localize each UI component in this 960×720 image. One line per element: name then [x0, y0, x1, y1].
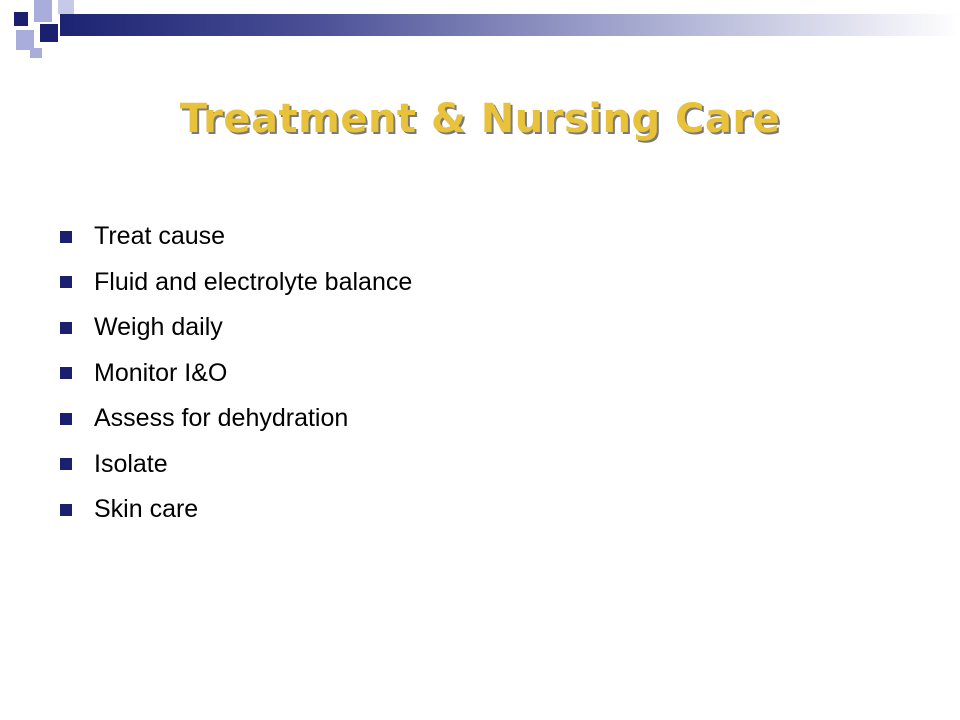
bullet-text: Skin care [94, 495, 199, 524]
list-item [60, 305, 412, 351]
square-bullet-icon [60, 322, 72, 334]
square-bullet-icon [60, 504, 72, 516]
list-item [60, 214, 412, 260]
list-item [60, 396, 412, 442]
square-bullet-icon [60, 231, 72, 243]
bullet-text: Treat cause [94, 222, 226, 251]
bullet-list [60, 214, 412, 533]
square-bullet-icon [60, 276, 72, 288]
bullet-text: Fluid and electrolyte balance [94, 267, 413, 296]
bullet-text: Weigh daily [94, 313, 223, 342]
decor-square [34, 0, 52, 22]
list-item [60, 487, 412, 533]
square-bullet-icon [60, 367, 72, 379]
decor-square [14, 12, 28, 26]
list-item [60, 260, 412, 306]
bullet-text: Assess for dehydration [94, 404, 349, 433]
square-bullet-icon [60, 458, 72, 470]
decor-square [40, 24, 58, 42]
bullet-text: Isolate [94, 449, 168, 478]
square-bullet-icon [60, 413, 72, 425]
list-item [60, 351, 412, 397]
list-item [60, 442, 412, 488]
decor-square [30, 48, 42, 58]
slide-title: Treatment & Nursing Care [179, 96, 781, 142]
decor-square [58, 0, 74, 14]
decor-square [16, 30, 34, 50]
bullet-text: Monitor I&O [94, 358, 228, 387]
header-gradient-bar [60, 14, 960, 36]
